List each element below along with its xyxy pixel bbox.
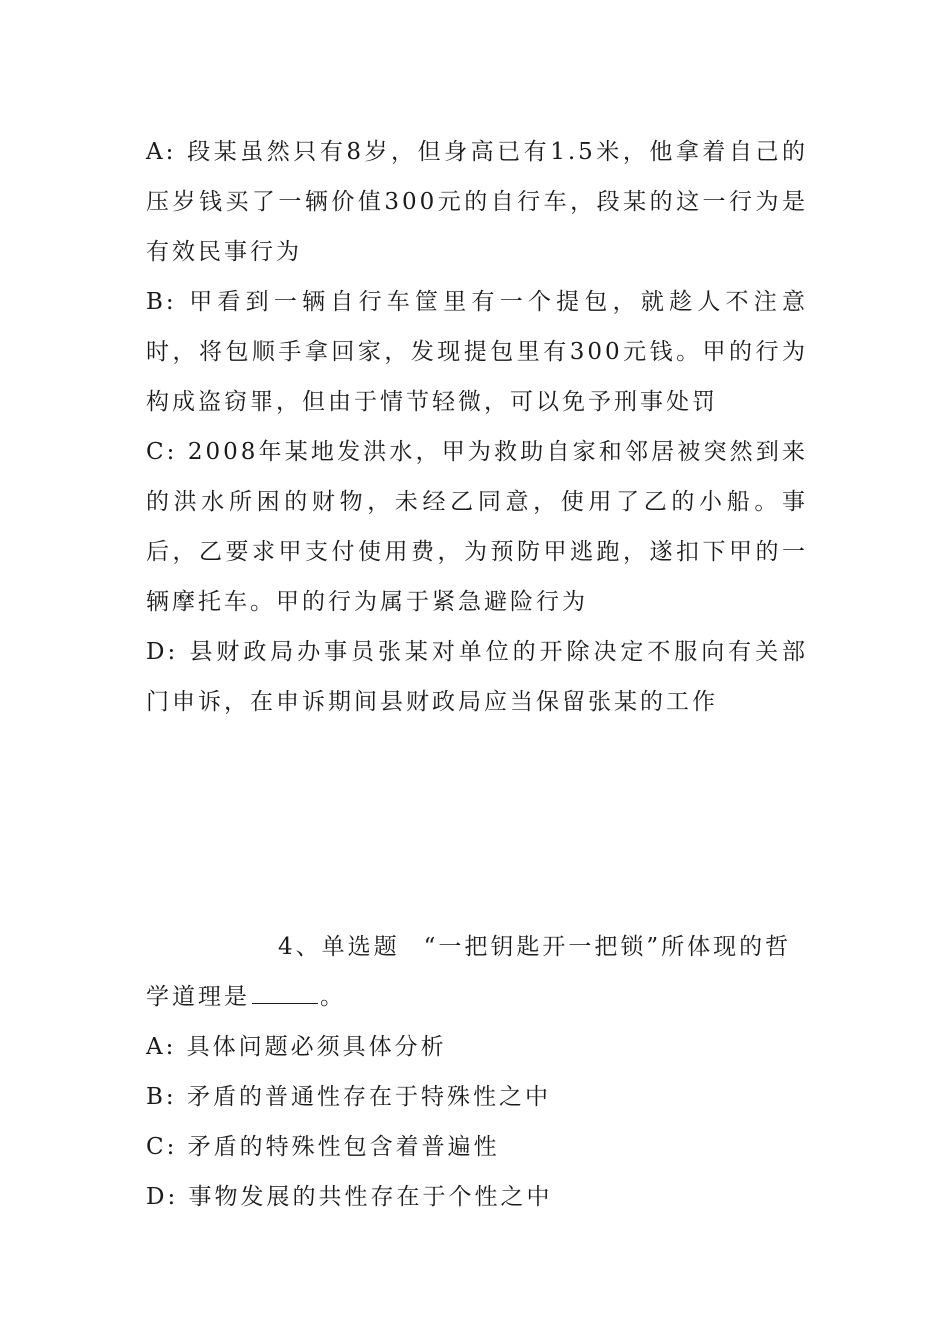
option-c (146, 427, 808, 627)
option-a (146, 127, 808, 277)
option-letter: C: (146, 1134, 178, 1160)
option-text: 矛盾的特殊性包含着普遍性 (187, 1134, 500, 1160)
option-letter: B: (146, 289, 177, 315)
option-text: 段某虽然只有8岁，但身高已有1.5米，他拿着自己的压岁钱买了一辆价值300元的自行车，段某的这一行为是有效民事行为 (146, 139, 808, 265)
option-letter: A: (146, 139, 177, 165)
option-letter: D: (146, 1184, 179, 1210)
option-text: 矛盾的普通性存在于特殊性之中 (186, 1084, 551, 1110)
option-text: 甲看到一辆自行车筐里有一个提包，就趁人不注意时，将包顺手拿回家，发现提包里有300元钱。甲的行为构成盗窃罪，但由于情节轻微，可以免予刑事处罚 (146, 289, 809, 415)
answer-blank (252, 975, 318, 1004)
option-d (146, 627, 808, 727)
option-letter: A: (146, 1034, 177, 1060)
option-b (146, 1072, 808, 1122)
option-text: 具体问题必须具体分析 (186, 1034, 447, 1060)
option-text: 事物发展的共性存在于个性之中 (188, 1184, 553, 1210)
option-text: 县财政局办事员张某对单位的开除决定不服向有关部门申诉，在申诉期间县财政局应当保留张某的工作 (146, 639, 809, 715)
option-letter: C: (146, 439, 178, 465)
question-3-options (146, 127, 808, 727)
question-4 (146, 922, 808, 1222)
option-letter: D: (146, 639, 179, 665)
question-stem-text: “一把钥匙开一把锁”所体现的哲学道理是 (146, 934, 792, 1010)
question-stem-end: 。 (320, 984, 346, 1010)
option-letter: B: (146, 1084, 177, 1110)
option-text: 2008年某地发洪水，甲为救助自家和邻居被突然到来的洪水所困的财物，未经乙同意，使用了乙的小船。事后，乙要求甲支付使用费，为预防甲逃跑，遂扣下甲的一辆摩托车。甲的行为属于紧急避险行为 (146, 439, 808, 615)
question-number: 4、单选题 (278, 934, 400, 960)
question-stem (146, 922, 808, 1022)
option-b (146, 277, 808, 427)
option-a (146, 1022, 808, 1072)
option-d (146, 1172, 808, 1222)
option-c (146, 1122, 808, 1172)
